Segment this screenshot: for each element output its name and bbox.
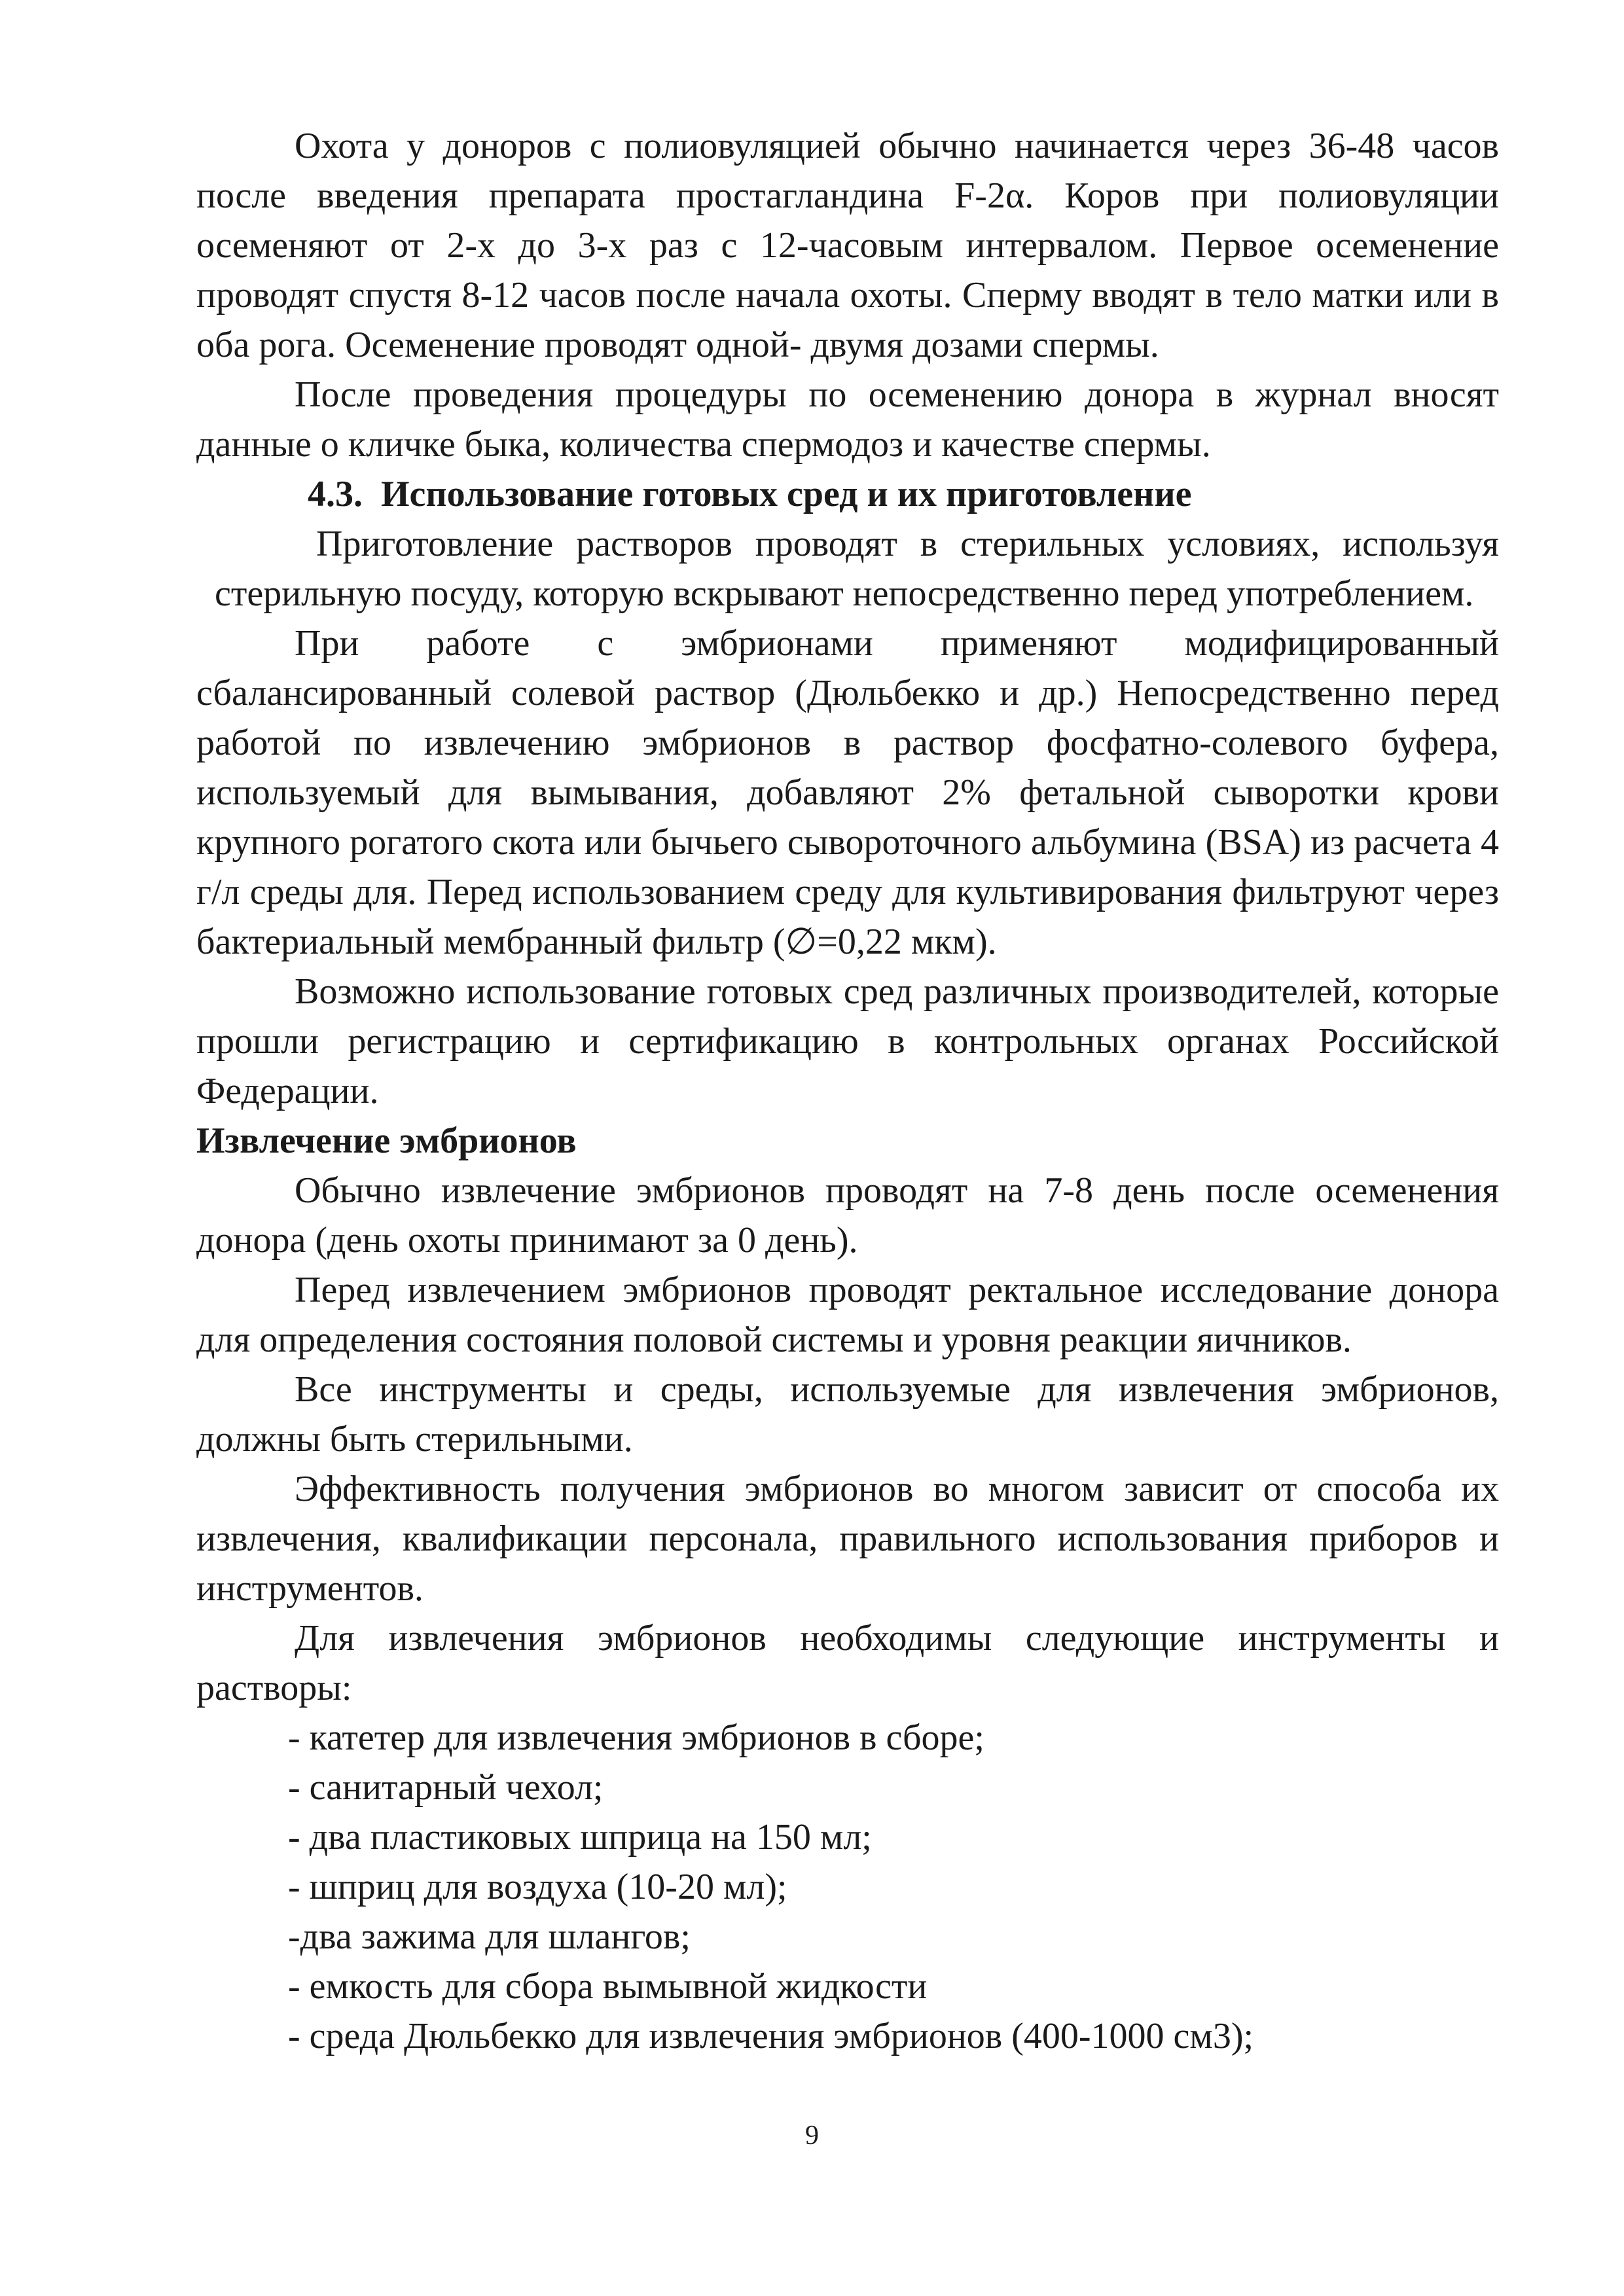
tools-list bbox=[196, 1713, 1499, 2061]
section-number: 4.3. bbox=[308, 474, 363, 514]
page-content bbox=[196, 121, 1499, 2061]
subheading-embryo-extraction: Извлечение эмбрионов bbox=[196, 1121, 577, 1161]
list-item: -два зажима для шлангов; bbox=[288, 1916, 691, 1957]
list-item: - шприц для воздуха (10-20 мл); bbox=[288, 1867, 787, 1907]
list-item: - два пластиковых шприца на 150 мл; bbox=[288, 1817, 872, 1857]
section-title: Использование готовых сред и их приготовление bbox=[381, 474, 1192, 514]
list-item: - среда Дюльбекко для извлечения эмбрионов (400-1000 см3); bbox=[288, 2016, 1254, 2056]
paragraph-sterility: Все инструменты и среды, используемые для извлечения эмбрионов, должны быть стерильными. bbox=[196, 1369, 1499, 1460]
paragraph-ready-media: Возможно использование готовых сред различных производителей, которые прошли регистрацию и сертификацию в контрольных органах Российской Федерации. bbox=[196, 971, 1499, 1111]
paragraph-solution-preparation: Приготовление растворов проводят в стерильных условиях, используя стерильную посуду, которую вскрывают непосредственно перед употреблением. bbox=[215, 524, 1499, 614]
paragraph-efficiency: Эффективность получения эмбрионов во многом зависит от способа их извлечения, квалификации персонала, правильного использования приборов и инструментов. bbox=[196, 1469, 1499, 1609]
page-number: 9 bbox=[805, 2121, 819, 2151]
list-item: - катетер для извлечения эмбрионов в сборе; bbox=[288, 1717, 984, 1758]
section-heading bbox=[196, 469, 1499, 519]
paragraph-media-composition: При работе с эмбрионами применяют модифицированный сбалансированный солевой раствор (Дюльбекко и др.) Непосредственно перед работой по извлечению эмбрионов в раствор фосфатно-солевого буфера, используемый для вымывания, добавляют 2% фетальной сыворотки крови крупного рогатого скота или бычьего сывороточного альбумина (BSA) из расчета 4 г/л среды для. Перед использованием среду для культивирования фильтруют через бактериальный мембранный фильтр (∅=0,22 мкм). bbox=[196, 623, 1499, 962]
list-item: - санитарный чехол; bbox=[288, 1767, 604, 1808]
list-item: - емкость для сбора вымывной жидкости bbox=[288, 1966, 928, 2007]
paragraph-estrus-insemination: Охота у доноров с полиовуляцией обычно начинается через 36-48 часов после введения препарата простагландина F-2α. Коров при полиовуляции осеменяют от 2-х до 3-х раз с 12-часовым интервалом. Первое осеменение проводят спустя 8-12 часов после начала охоты. Сперму вводят в тело матки или в оба рога. Осеменение проводят одной- двумя дозами спермы. bbox=[196, 126, 1499, 365]
paragraph-rectal-examination: Перед извлечением эмбрионов проводят ректальное исследование донора для определения состояния половой системы и уровня реакции яичников. bbox=[196, 1270, 1499, 1360]
paragraph-extraction-timing: Обычно извлечение эмбрионов проводят на 7-8 день после осеменения донора (день охоты принимают за 0 день). bbox=[196, 1170, 1499, 1261]
paragraph-journal-record: После проведения процедуры по осеменению донора в журнал вносят данные о кличке быка, количества спермодоз и качестве спермы. bbox=[196, 374, 1499, 465]
paragraph-required-tools: Для извлечения эмбрионов необходимы следующие инструменты и растворы: bbox=[196, 1618, 1499, 1708]
